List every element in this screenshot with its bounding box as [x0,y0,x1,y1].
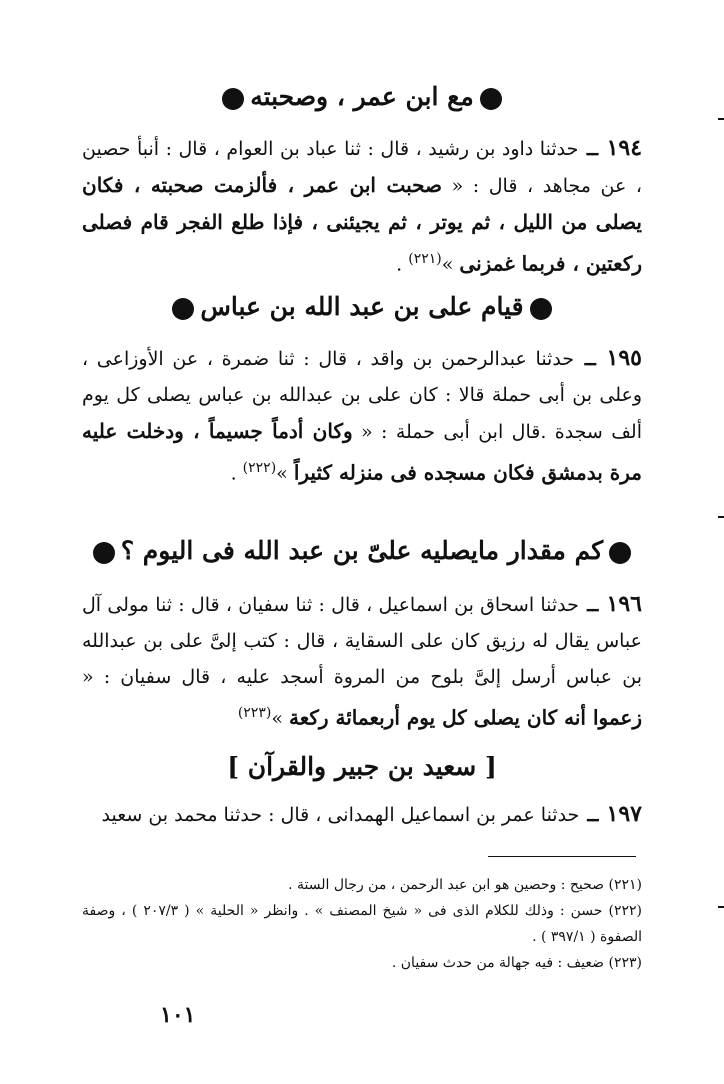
quote-close: » [276,462,288,485]
hadith-dash: ــ [584,348,596,370]
hadith-text: حدثنا داود بن رشيد ، قال : ثنا عباد بن العوام ، قال : أنبأ حصين ، عن مجاهد ، قال : « [82,138,642,197]
footnote-ref: (٢٢١) [408,251,442,267]
bullet-icon [530,298,552,320]
hadith-quote: زعموا أنه كان يصلى كل يوم أربعمائة ركعة [288,705,642,730]
bullet-icon [609,542,631,564]
section-heading-ali-ibn-abdullah [60,292,664,321]
footnote-223: (٢٢٣) ضعيف : فيه جهالة من حدث سفيان . [391,955,642,971]
section-title: [ سعيد بن جبير والقرآن ] [227,752,497,781]
hadith-quote: وكان أدماً جسيماً ، ودخلت عليه مرة بدمشق فكان مسجده فى منزله كثيراً [82,419,642,485]
hadith-quote: صحبت ابن عمر ، فألزمت صحبته ، فكان يصلى من الليل ، ثم يوتر ، ثم يجيئنى ، فإذا طلع الفجر قام فصلى ركعتين ، فربما غمزنى [82,173,642,276]
footnote-ref: (٢٢٣) [237,705,272,721]
scan-edge-mark [718,118,724,120]
section-title: مع ابن عمر ، وصحبته [250,82,474,111]
section-heading-said-ibn-jubayr [60,752,664,781]
hadith-dash: ــ [587,594,599,616]
quote-close: » [271,707,283,730]
hadith-number: ١٩٦ [606,591,642,617]
quote-close: » [441,253,454,276]
section-heading-daily-prayer [60,536,664,565]
footnote-ref: (٢٢٢) [242,460,277,476]
hadith-number: ١٩٤ [606,135,643,161]
bullet-icon [480,88,502,110]
hadith-dash: ــ [586,138,599,160]
scan-edge-mark [718,906,724,908]
hadith-196 [82,586,642,736]
bullet-icon [172,298,194,320]
page-number: ١٠١ [160,1002,196,1028]
footnotes [82,872,642,976]
footnote-222: (٢٢٢) حسن : وذلك للكلام الذى فى « شيخ المصنف » . وانظر « الحلية » ( ٢٠٧/٣ ) ، وصفة الصفوة ( ٣٩٧/١ ) . [82,903,642,945]
hadith-text: حدثنا عبدالرحمن بن واقد ، قال : ثنا ضمرة ، عن الأوزاعى ، وعلى بن أبى حملة قالا : كان على بن عبدالله بن عباس يصلى كل يوم ألف سجدة .قال ابن أبى حملة : « [82,348,642,443]
hadith-end: . [396,253,409,276]
hadith-end: . [230,462,243,485]
hadith-195 [82,340,642,491]
hadith-number: ١٩٧ [606,801,642,827]
scan-edge-mark [718,516,724,518]
hadith-197 [82,796,642,833]
bullet-icon [222,88,244,110]
hadith-194 [82,130,642,282]
hadith-text: حدثنا اسحاق بن اسماعيل ، قال : ثنا سفيان ، قال : ثنا مولى آل عباس يقال له رزيق كان على السقاية ، قال : كتب إلىَّ على بن عبدالله بن عباس أرسل إلىَّ بلوح من المروة أسجد عليه ، قال سفيان : « [82,594,642,688]
footnote-221: (٢٢١) صحيح : وحصين هو ابن عبد الرحمن ، من رجال الستة . [288,877,642,893]
footnote-separator [488,856,636,857]
section-title: كم مقدار مايصليه علىّ بن عبد الله فى اليوم ؟ [120,536,604,565]
hadith-dash: ــ [587,804,599,826]
bullet-icon [93,542,115,564]
hadith-text: حدثنا عمر بن اسماعيل الهمدانى ، قال : حدثنا محمد بن سعيد [101,804,580,826]
hadith-number: ١٩٥ [606,345,642,371]
section-title: قيام على بن عبد الله بن عباس [200,292,524,321]
section-heading-ibn-umar [60,82,664,111]
